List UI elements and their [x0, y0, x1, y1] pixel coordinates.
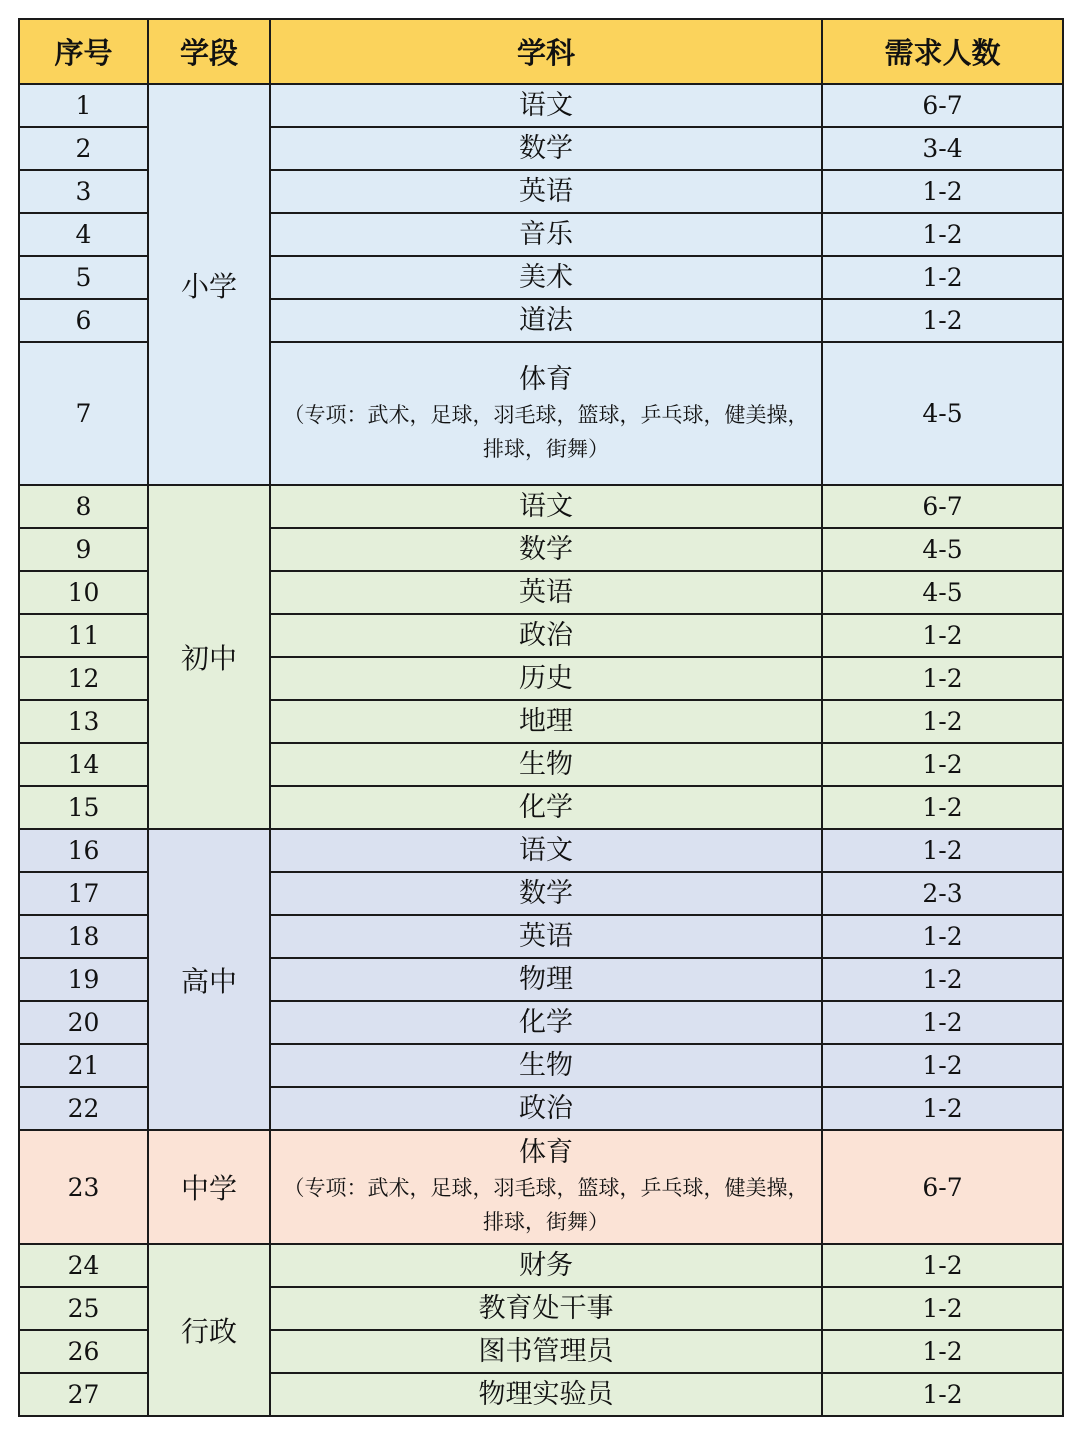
row-count: 1-2 [822, 1373, 1063, 1416]
row-no: 7 [19, 342, 148, 485]
row-count: 1-2 [822, 1087, 1063, 1130]
row-count: 4-5 [822, 528, 1063, 571]
row-subject [270, 872, 822, 915]
header-subject: 学科 [270, 19, 822, 84]
row-subject [270, 786, 822, 829]
subject-name: 数学 [519, 132, 573, 164]
row-count: 6-7 [822, 84, 1063, 127]
header-level: 学段 [148, 19, 270, 84]
row-no: 1 [19, 84, 148, 127]
subject-name: 生物 [519, 748, 573, 780]
subject-name: 英语 [519, 576, 573, 608]
row-subject [270, 1287, 822, 1330]
row-count: 1-2 [822, 1001, 1063, 1044]
row-count: 1-2 [822, 213, 1063, 256]
row-no: 9 [19, 528, 148, 571]
row-count: 6-7 [822, 1130, 1063, 1244]
row-no: 8 [19, 485, 148, 528]
row-count: 1-2 [822, 170, 1063, 213]
table-row [19, 1244, 1063, 1287]
row-subject [270, 256, 822, 299]
row-count: 1-2 [822, 1330, 1063, 1373]
subject-name: 化学 [519, 1006, 573, 1038]
subject-name: 英语 [519, 920, 573, 952]
subject-name: 生物 [519, 1049, 573, 1081]
subject-name: 数学 [519, 533, 573, 565]
row-subject [270, 829, 822, 872]
subject-name: 体育 [519, 1137, 573, 1168]
row-no: 3 [19, 170, 148, 213]
row-no: 27 [19, 1373, 148, 1416]
subject-name: 语文 [519, 490, 573, 522]
table-row [19, 485, 1063, 528]
row-subject [270, 1244, 822, 1287]
row-subject [270, 958, 822, 1001]
row-subject [270, 700, 822, 743]
row-subject [270, 213, 822, 256]
row-no: 6 [19, 299, 148, 342]
row-subject [270, 1001, 822, 1044]
level-cell: 初中 [148, 485, 270, 829]
row-no: 25 [19, 1287, 148, 1330]
row-count: 1-2 [822, 614, 1063, 657]
subject-name: 英语 [519, 175, 573, 207]
row-no: 12 [19, 657, 148, 700]
row-subject [270, 299, 822, 342]
row-no: 2 [19, 127, 148, 170]
row-no: 26 [19, 1330, 148, 1373]
subject-name: 物理实验员 [478, 1378, 614, 1410]
subject-name: 历史 [519, 662, 573, 694]
row-subject [270, 1373, 822, 1416]
row-count: 1-2 [822, 1287, 1063, 1330]
subject-name: 地理 [519, 705, 573, 737]
subject-name: 语文 [519, 89, 573, 121]
subject-name: 数学 [519, 877, 573, 909]
row-no: 15 [19, 786, 148, 829]
row-count: 1-2 [822, 256, 1063, 299]
row-subject [270, 571, 822, 614]
row-subject [270, 127, 822, 170]
row-count: 1-2 [822, 1244, 1063, 1287]
row-subject [270, 1330, 822, 1373]
row-no: 16 [19, 829, 148, 872]
recruitment-table [18, 18, 1064, 1417]
subject-note: （专项：武术，足球，羽毛球，篮球，乒乓球，健美操，排球，街舞） [283, 1176, 809, 1234]
row-count: 3-4 [822, 127, 1063, 170]
subject-name: 道法 [519, 304, 573, 336]
subject-name: 化学 [519, 791, 573, 823]
subject-name: 物理 [519, 963, 573, 995]
row-subject [270, 342, 822, 485]
row-count: 6-7 [822, 485, 1063, 528]
row-no: 11 [19, 614, 148, 657]
row-no: 17 [19, 872, 148, 915]
row-count: 1-2 [822, 958, 1063, 1001]
level-cell: 高中 [148, 829, 270, 1130]
header-count: 需求人数 [822, 19, 1063, 84]
row-count: 4-5 [822, 571, 1063, 614]
subject-name: 财务 [519, 1249, 573, 1281]
row-count: 1-2 [822, 299, 1063, 342]
row-count: 1-2 [822, 829, 1063, 872]
subject-note: （专项：武术，足球，羽毛球，篮球，乒乓球，健美操，排球，街舞） [283, 402, 809, 461]
row-subject [270, 743, 822, 786]
row-count: 1-2 [822, 1044, 1063, 1087]
row-subject [270, 657, 822, 700]
level-cell: 中学 [148, 1130, 270, 1244]
row-no: 23 [19, 1130, 148, 1244]
row-no: 5 [19, 256, 148, 299]
row-subject [270, 1087, 822, 1130]
row-no: 13 [19, 700, 148, 743]
subject-name: 语文 [519, 834, 573, 866]
row-count: 1-2 [822, 786, 1063, 829]
subject-name: 教育处干事 [478, 1292, 614, 1324]
row-subject [270, 528, 822, 571]
subject-name: 音乐 [519, 218, 573, 250]
row-count: 1-2 [822, 743, 1063, 786]
row-subject [270, 170, 822, 213]
subject-name: 政治 [519, 619, 573, 651]
table-row [19, 84, 1063, 127]
row-no: 18 [19, 915, 148, 958]
subject-name: 体育 [519, 363, 573, 395]
row-count: 1-2 [822, 915, 1063, 958]
row-subject [270, 485, 822, 528]
row-subject [270, 1130, 822, 1244]
row-count: 4-5 [822, 342, 1063, 485]
table-row [19, 829, 1063, 872]
row-no: 14 [19, 743, 148, 786]
row-no: 19 [19, 958, 148, 1001]
row-no: 10 [19, 571, 148, 614]
row-no: 22 [19, 1087, 148, 1130]
row-no: 24 [19, 1244, 148, 1287]
subject-name: 图书管理员 [478, 1335, 614, 1367]
row-subject [270, 614, 822, 657]
row-no: 20 [19, 1001, 148, 1044]
level-cell: 小学 [148, 84, 270, 485]
row-no: 4 [19, 213, 148, 256]
table-row [19, 1130, 1063, 1244]
subject-name: 美术 [519, 261, 573, 293]
row-no: 21 [19, 1044, 148, 1087]
level-cell: 行政 [148, 1244, 270, 1416]
row-subject [270, 1044, 822, 1087]
header-row [19, 19, 1063, 84]
row-count: 1-2 [822, 657, 1063, 700]
row-subject [270, 915, 822, 958]
subject-name: 政治 [519, 1092, 573, 1124]
row-count: 2-3 [822, 872, 1063, 915]
row-subject [270, 84, 822, 127]
row-count: 1-2 [822, 700, 1063, 743]
header-no: 序号 [19, 19, 148, 84]
